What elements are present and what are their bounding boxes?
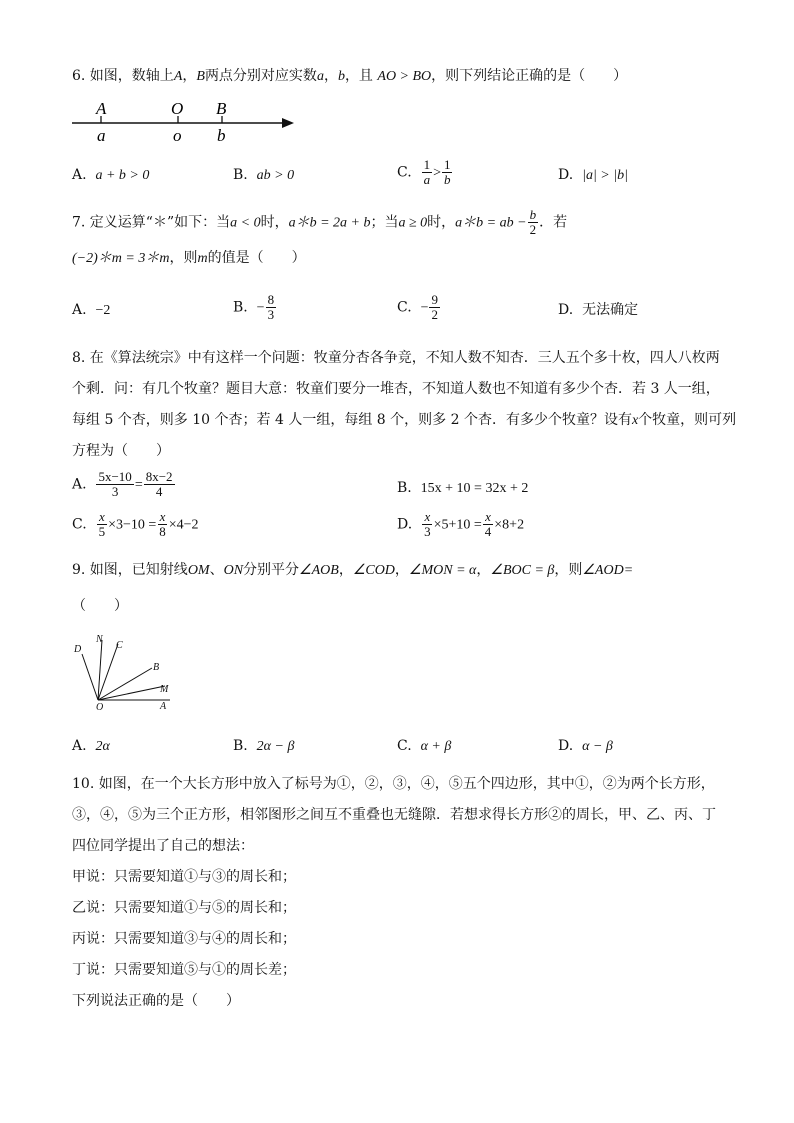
axis-label-B: B <box>216 99 227 118</box>
q9-text: 分别平分 <box>243 562 300 578</box>
option-expr: |a| > |b| <box>582 168 628 183</box>
q10-stem-line1: 10. 如图，在一个大长方形中放入了标号为①，②，③，④，⑤五个四边形，其中①，②为两个长方形， <box>72 776 715 792</box>
q7-equation: (−2)＊m = 3＊m <box>72 251 170 266</box>
fig-label-D: D <box>74 644 82 655</box>
q7-var-m: m <box>197 251 208 266</box>
q7-text: ，则 <box>169 250 198 266</box>
q9-text: ，则 <box>554 562 583 578</box>
option-expr: ×3−10 = <box>108 517 157 533</box>
q8-stem-line4: 方程为（ ） <box>72 443 170 459</box>
q6-stem-text-2: 两点分别对应实数 <box>204 68 317 84</box>
q7-option-c[interactable] <box>397 293 441 322</box>
q9-text: 9. 如图，已知射线 <box>72 562 188 578</box>
fig-label-N: N <box>96 634 103 645</box>
fraction: $\frac{1}{b}$ <box>443 157 451 187</box>
q6-stem-text-4: ，则下列结论正确的是（ ） <box>431 68 628 84</box>
q9-option-b[interactable] <box>233 737 294 756</box>
option-sign: − <box>256 300 265 316</box>
q8-option-b[interactable] <box>397 479 528 498</box>
q9-angle-figure <box>70 630 180 715</box>
q9-angle-mon: ∠MON = α <box>408 563 477 578</box>
q10-statement-yi: 乙说：只需要知道①与⑤的周长和； <box>72 900 296 916</box>
q6-stem: 6. 如图，数轴上A，B两点分别对应实数a，b，且 AO > BO，则下列结论正确的是（ ） <box>72 68 628 84</box>
option-expr: ab > 0 <box>256 168 295 183</box>
axis-label-a: a <box>97 126 106 145</box>
option-expr: α + β <box>420 739 452 754</box>
q8-stem-line1: 8. 在《算法统宗》中有这样一个问题：牧童分杏各争竞，不知人数不知杏．三人五个多十枚，四人八枚两 <box>72 350 720 366</box>
q6-option-c[interactable] <box>397 158 453 187</box>
option-label: A. <box>72 167 87 183</box>
q9-angle-aob: ∠AOB <box>299 563 339 578</box>
q8-var-x: x <box>631 413 639 428</box>
option-label: D. <box>558 738 574 754</box>
fraction: $\frac{8x-2}{4}$ <box>145 469 173 499</box>
q6-option-b[interactable] <box>233 166 294 185</box>
q9-option-a[interactable] <box>72 737 110 756</box>
fraction: $\frac{x}{8}$ <box>159 509 166 539</box>
fraction: $\frac{5x-10}{3}$ <box>98 469 132 499</box>
option-eq: = <box>134 477 143 493</box>
q6-var-B: B <box>196 69 205 84</box>
q7-cond-2: a ≥ 0 <box>398 215 428 231</box>
fig-label-B: B <box>153 662 160 673</box>
q7-stem-line2 <box>72 249 306 268</box>
q9-angle-cod: ∠COD <box>352 563 395 578</box>
q6-stem-text-3: ，且 <box>344 68 373 84</box>
option-expr: ×8+2 <box>494 517 525 533</box>
q10-question: 下列说法正确的是（ ） <box>72 993 240 1009</box>
option-label: D. <box>397 516 413 533</box>
q10-statement-jia: 甲说：只需要知道①与③的周长和； <box>72 869 296 885</box>
option-expr: a + b > 0 <box>95 168 150 183</box>
fraction: $\frac{9}{2}$ <box>431 292 438 322</box>
q9-option-c[interactable] <box>397 737 451 756</box>
q10-stem-line2: ③，④，⑤为三个正方形，相邻图形之间互不重叠也无缝隙．若想求得长方形②的周长，甲、乙、丙、丁 <box>72 807 716 823</box>
q8-text: 每组 5 个杏，则多 10 个杏；若 4 人一组，每组 8 个，则多 2 个杏．有多少个牧童？设有 <box>72 412 632 428</box>
axis-label-b: b <box>217 126 226 145</box>
q9-text: ， <box>394 562 409 578</box>
q6-number-line <box>66 96 306 148</box>
q7-def-2: a＊b = ab − <box>455 215 527 231</box>
option-label: B. <box>233 299 248 316</box>
q9-text: ， <box>476 562 491 578</box>
option-op: > <box>433 165 441 181</box>
q7-text: ；当 <box>370 214 399 231</box>
option-expr: 无法确定 <box>582 302 639 318</box>
q6-var-A: A <box>173 69 183 84</box>
q8-stem-line2: 个剩．问：有几个牧童？题目大意：牧童们要分一堆杏，不知道人数也不知道有多少个杏．若 3 人一组， <box>72 381 720 397</box>
fraction: $\frac{b}{2}$ <box>529 207 537 237</box>
option-label: C. <box>397 299 412 316</box>
option-expr: −2 <box>95 303 111 318</box>
option-sign: − <box>420 300 429 316</box>
option-expr: ×4−2 <box>168 517 199 533</box>
fraction: $\frac{x}{4}$ <box>484 509 492 539</box>
q9-stem-line1 <box>72 561 633 580</box>
q8-text: 个牧童，则可列 <box>638 412 737 428</box>
q8-option-c[interactable] <box>72 510 199 539</box>
q6-option-a[interactable] <box>72 166 149 185</box>
option-label: D. <box>558 302 574 318</box>
option-expr: 15x + 10 = 32x + 2 <box>420 481 529 496</box>
option-expr: ×5+10 = <box>433 517 482 533</box>
option-label: A. <box>72 302 87 318</box>
fig-label-C: C <box>116 640 123 651</box>
q8-option-a[interactable] <box>72 470 176 499</box>
q7-text: 的值是（ ） <box>207 250 306 266</box>
fig-label-M: M <box>160 684 169 695</box>
q9-ray-on: ON <box>223 563 244 578</box>
axis-label-o: o <box>173 126 182 145</box>
q8-stem-line3 <box>72 411 736 430</box>
q9-option-d[interactable] <box>558 737 613 756</box>
q6-var-b: b <box>337 69 345 84</box>
option-label: B. <box>397 480 412 496</box>
axis-label-O: O <box>171 99 184 118</box>
q6-var-a: a <box>316 69 324 84</box>
q9-text: 、 <box>209 562 224 578</box>
q7-option-b[interactable] <box>233 293 277 322</box>
q7-def-1: a＊b = 2a + b <box>288 215 371 231</box>
q7-option-d[interactable] <box>558 301 638 319</box>
q7-text: 7. 定义运算“＊”如下：当 <box>72 214 231 231</box>
q8-option-d[interactable] <box>397 510 524 539</box>
q10-statement-bing: 丙说：只需要知道③与④的周长和； <box>72 931 296 947</box>
q7-stem-line1 <box>72 208 567 237</box>
q9-text: ， <box>338 562 353 578</box>
q7-text: 时， <box>427 214 456 231</box>
q7-text: 时， <box>260 214 289 231</box>
option-expr: α − β <box>582 739 613 754</box>
option-label: B. <box>233 167 248 183</box>
option-label: B. <box>233 738 248 754</box>
option-label: A. <box>72 476 87 493</box>
option-label: A. <box>72 738 87 754</box>
option-expr: 2α <box>95 739 110 754</box>
option-label: C. <box>397 738 412 754</box>
q7-cond-1: a < 0 <box>230 215 261 231</box>
q10-stem-line3: 四位同学提出了自己的想法： <box>72 838 254 854</box>
fraction: $\frac{8}{3}$ <box>267 292 275 322</box>
option-label: D. <box>558 167 574 183</box>
fraction: $\frac{x}{5}$ <box>98 509 106 539</box>
q6-option-d[interactable] <box>558 166 628 185</box>
option-label: C. <box>72 516 87 533</box>
q6-condition: AO > BO <box>377 69 432 84</box>
q6-stem-text: 6. 如图，数轴上 <box>72 68 174 84</box>
q9-angle-boc: ∠BOC = β <box>490 563 555 578</box>
q7-option-a[interactable] <box>72 301 110 320</box>
q7-text: ．若 <box>539 214 568 231</box>
fig-label-O: O <box>96 702 104 713</box>
option-expr: 2α − β <box>256 739 295 754</box>
q9-ray-om: OM <box>187 563 210 578</box>
q9-stem-line2: （ ） <box>72 598 128 614</box>
fig-label-A: A <box>160 701 167 712</box>
fraction: $\frac{1}{a}$ <box>423 157 431 187</box>
q10-statement-ding: 丁说：只需要知道⑤与①的周长差； <box>72 962 296 978</box>
option-label: C. <box>397 164 412 181</box>
axis-label-A: A <box>96 99 107 118</box>
q9-angle-aod: ∠AOD= <box>582 563 634 578</box>
fraction: $\frac{x}{3}$ <box>424 509 431 539</box>
